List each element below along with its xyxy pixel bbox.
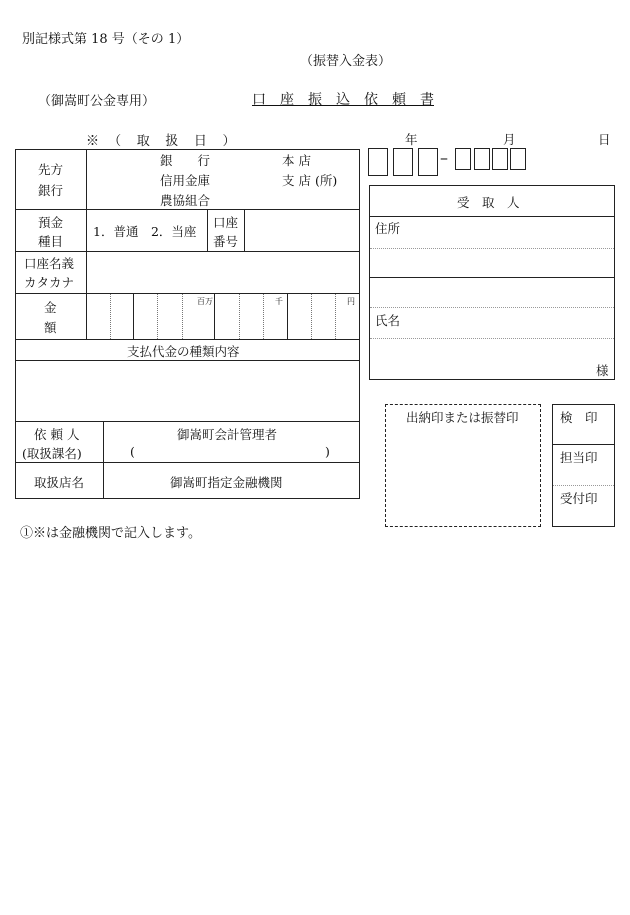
unit-thousand: 千 (275, 297, 283, 306)
code-box[interactable] (510, 148, 526, 170)
bank-type-bank[interactable]: 銀 行 (160, 153, 211, 168)
footnote: ①※は金融機関で記入します。 (20, 526, 201, 541)
recipient-honorific: 様 (596, 363, 609, 378)
form-variant: （振替入金表） (300, 54, 392, 69)
code-box[interactable] (455, 148, 471, 170)
code-box[interactable] (418, 148, 438, 176)
account-name-label-1: 口座名義 (24, 256, 75, 271)
usage-label: （御嵩町公金専用） (38, 94, 156, 109)
bank-type-agri[interactable]: 農協組合 (160, 193, 211, 208)
bank-type-credit[interactable]: 信用金庫 (160, 173, 211, 188)
deposit-options[interactable]: 1．普通 2．当座 (93, 224, 197, 239)
amount-label-2: 額 (44, 320, 57, 335)
account-no-label-2: 番号 (213, 234, 239, 249)
branch-office-label: 取扱店名 (34, 475, 85, 490)
bank-label-1: 先方 (38, 162, 64, 177)
year-label: 年 (405, 132, 418, 147)
payment-detail-field[interactable] (17, 362, 358, 419)
branch-office-value: 御嵩町指定金融機関 (170, 475, 283, 490)
recipient-name-label: 氏名 (375, 313, 401, 328)
stamp-reception-label: 受付印 (560, 491, 598, 506)
recipient-name-field[interactable] (400, 309, 590, 377)
stamp-inspect-label: 検 印 (560, 410, 598, 425)
code-box[interactable] (368, 148, 388, 176)
amount-label-1: 金 (44, 300, 57, 315)
requester-label-1: 依 頼 人 (34, 427, 80, 442)
requester-label-2: (取扱課名) (22, 446, 82, 461)
branch-sub[interactable]: 支 店 (所) (282, 173, 338, 188)
requester-value: 御嵩町会計管理者 (177, 427, 278, 442)
recipient-header: 受 取 人 (457, 195, 520, 210)
account-no-label-1: 口座 (213, 215, 239, 230)
code-separator: – (440, 148, 448, 167)
form-number: 別記様式第 18 号（その 1） (22, 32, 190, 47)
code-box[interactable] (474, 148, 490, 170)
unit-million: 百万 (197, 297, 213, 306)
code-box[interactable] (492, 148, 508, 170)
deposit-label-2: 種目 (38, 234, 64, 249)
stamp-main-label: 出納印または振替印 (406, 410, 519, 425)
recipient-address-field[interactable] (400, 218, 612, 276)
day-label: 日 (598, 132, 611, 147)
account-number-field[interactable] (246, 211, 358, 249)
month-label: 月 (503, 132, 516, 147)
handling-date-note: ※ （ 取 扱 日 ） (86, 134, 237, 149)
unit-yen: 円 (347, 297, 355, 306)
code-box[interactable] (393, 148, 413, 176)
deposit-label-1: 預金 (38, 215, 64, 230)
payment-detail-header: 支払代金の種類内容 (127, 344, 240, 359)
account-name-label-2: カタカナ (24, 275, 75, 290)
recipient-address-label: 住所 (375, 221, 401, 236)
branch-main[interactable]: 本 店 (282, 153, 311, 168)
form-title: 口 座 振 込 依 頼 書 (252, 92, 434, 108)
account-name-field[interactable] (88, 253, 358, 291)
requester-close-paren: ) (325, 444, 330, 459)
stamp-staff-label: 担当印 (560, 450, 598, 465)
requester-open-paren: ( (130, 444, 135, 459)
bank-label-2: 銀行 (38, 183, 64, 198)
